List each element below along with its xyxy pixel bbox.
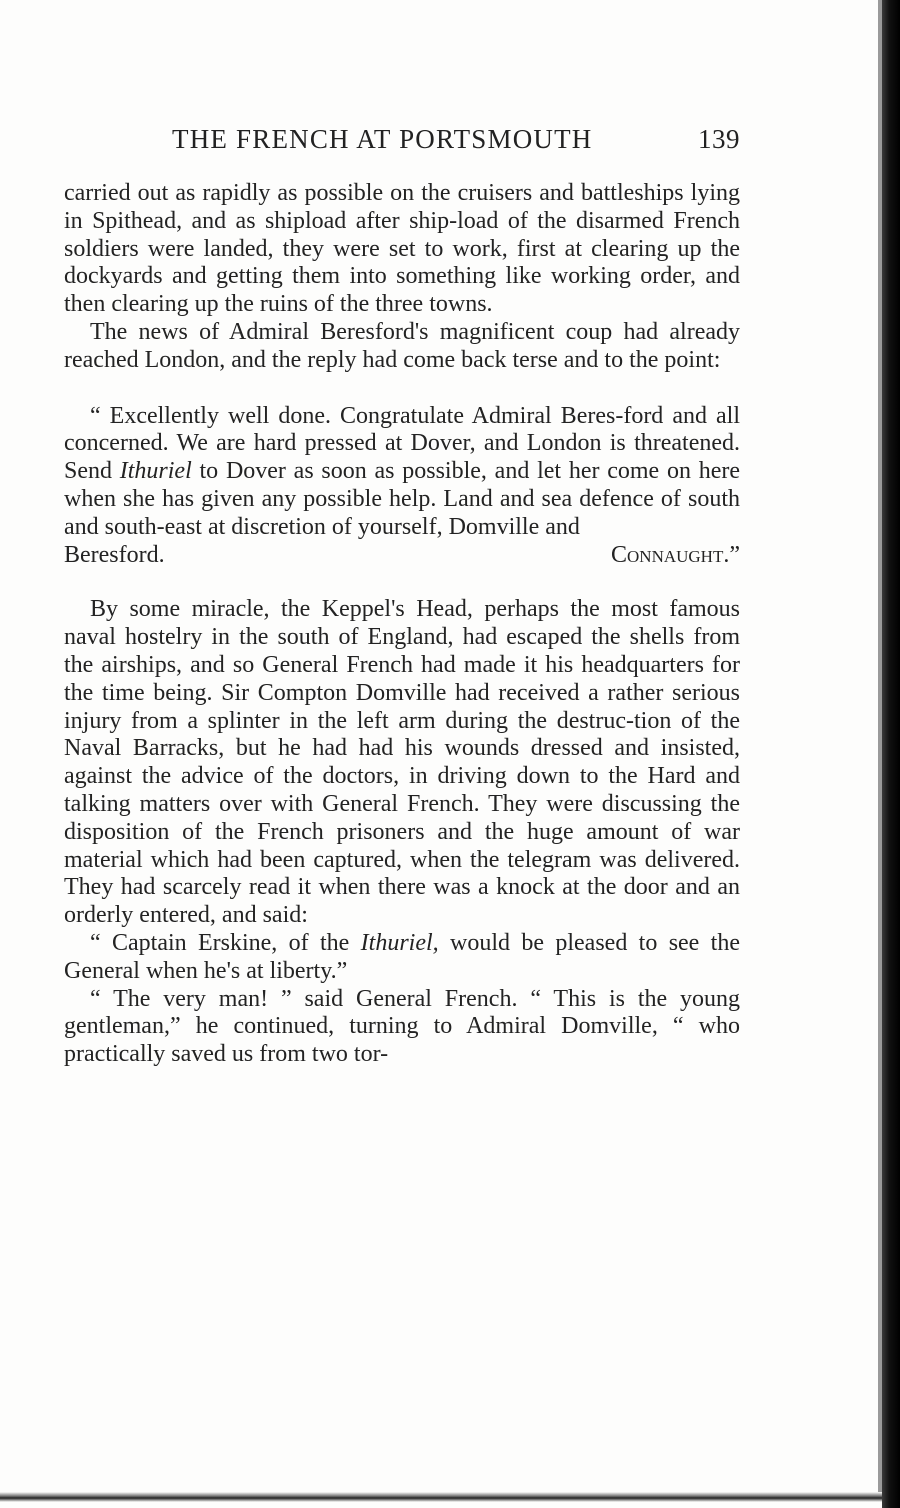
telegram-text-1: “ Excellently well done. Congratulate Admiral Beres-ford and all concerned. We are hard pressed at Dover, and London is threatened. Send (64, 402, 740, 485)
telegram-last-word: Beresford. (64, 541, 165, 568)
scan-edge (882, 0, 900, 1508)
page-bottom-margin (0, 1502, 882, 1508)
paragraph-5: “ The very man! ” said General French. “ This is the young gentleman,” he continued, turning to Admiral Domville, “ who practically saved us from two tor- (64, 985, 740, 1068)
telegram-signature-line (64, 542, 740, 570)
paragraph-4-text-2: would be pleased to see the General when he's at liberty.” (64, 929, 741, 984)
ship-name-2: Ithuriel, (360, 929, 439, 956)
paragraph-1: carried out as rapidly as possible on the cruisers and battleships lying in Spithead, and as shipload after ship-load of the disarmed French soldiers were landed, they were set to work, first at clearing up the dockyards and getting them into something like working order, and then clearing up the ruins of the three towns. (64, 180, 740, 318)
telegram-text-2: to Dover as soon as possible, and let her come on here when she has given any possible help. Land and sea defence of south and south-east at discretion of yourself, Domville and (64, 458, 741, 540)
page-bottom-edge (0, 1492, 882, 1502)
page-header (64, 124, 740, 158)
telegram-signature: Connaught.” (611, 541, 740, 568)
running-head: THE FRENCH AT PORTSMOUTH (172, 124, 593, 154)
body-text (64, 180, 740, 1069)
telegram-quote (64, 403, 740, 542)
paragraph-2: The news of Admiral Beresford's magnificent coup had already reached London, and the reply had come back terse and to the point: (64, 318, 740, 373)
paragraph-3: By some miracle, the Keppel's Head, perhaps the most famous naval hostelry in the south of England, had escaped the shells from the airships, and so General French had made it his headquarters for the time being. Sir Compton Domville had received a rather serious injury from a splinter in the left arm during the destruc-tion of the Naval Barracks, but he had had his wounds dressed and insisted, against the advice of the doctors, in driving down to the Hard and talking matters over with General French. They were discussing the disposition of the French prisoners and the huge amount of war material which had been captured, when the telegram was delivered. They had scarcely read it when there was a knock at the door and an orderly entered, and said: (64, 596, 740, 929)
ship-name: Ithuriel (119, 458, 192, 485)
page-number: 139 (698, 124, 740, 154)
paragraph-4 (64, 930, 740, 986)
paragraph-4-text-1: “ Captain Erskine, of the (90, 929, 361, 956)
